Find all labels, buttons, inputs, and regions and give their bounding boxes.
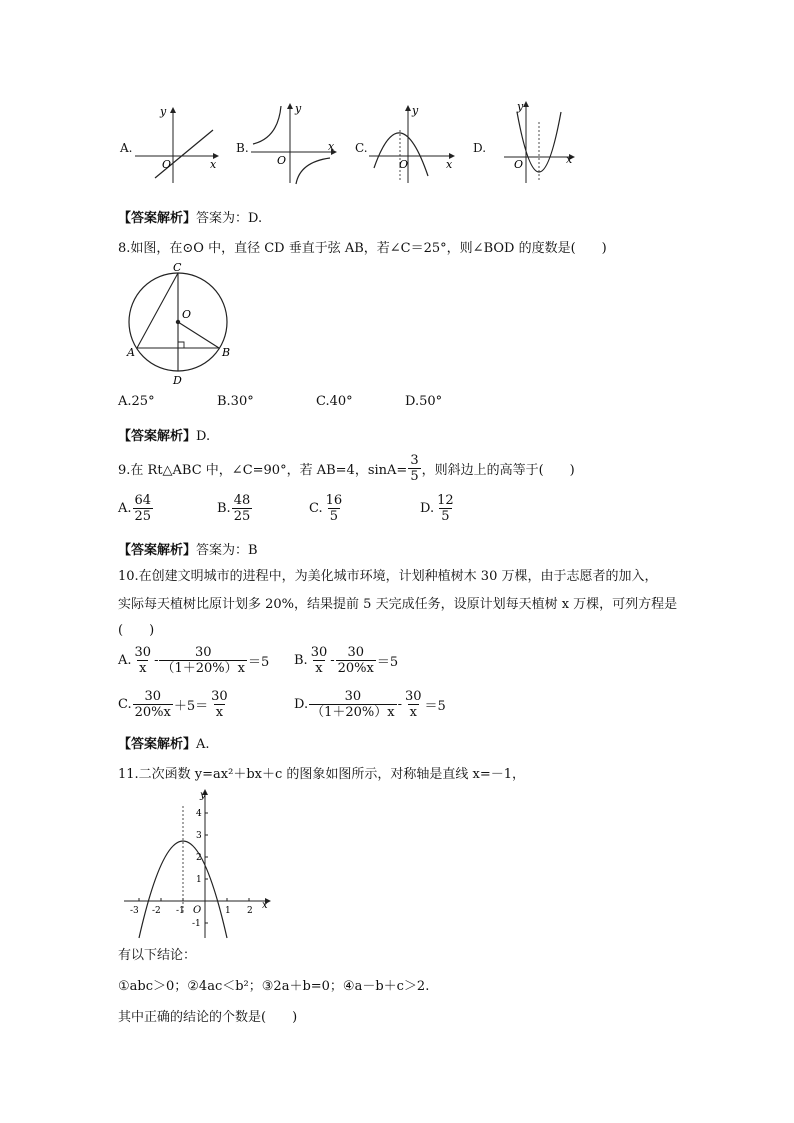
answer-text: 答案为：B bbox=[196, 543, 258, 558]
q8-label-d: D bbox=[173, 374, 182, 387]
answer-tag: 【答案解析】 bbox=[118, 429, 197, 444]
operator: - bbox=[154, 653, 159, 668]
q7-d-origin: O bbox=[514, 158, 524, 171]
q7-b-axis-y: y bbox=[295, 102, 302, 115]
q8-option-a: A.25° bbox=[118, 394, 155, 409]
option-label: D. bbox=[420, 501, 435, 516]
q7-c-axis-y: y bbox=[412, 104, 419, 117]
option-fraction-2 bbox=[159, 645, 247, 676]
q10-stem-line3: ( ) bbox=[118, 623, 155, 638]
option-fraction-2 bbox=[209, 689, 230, 720]
q7-graph-a bbox=[130, 100, 225, 185]
q8-label-b: B bbox=[222, 346, 231, 359]
q11-xtick: -3 bbox=[130, 906, 139, 916]
fraction-numerator: 30 bbox=[310, 645, 328, 660]
q9-option-b bbox=[217, 493, 253, 524]
fraction-numerator: 30 bbox=[405, 689, 422, 704]
option-label: B. bbox=[294, 653, 308, 668]
fraction-numerator: 16 bbox=[325, 493, 343, 508]
q11-conclusions: ①abc＞0；②4ac＜b²；③2a＋b=0；④a－b＋c＞2. bbox=[118, 979, 430, 994]
option-fraction bbox=[324, 493, 345, 524]
q9-stem-pre: 9.在 Rt△ABC 中，∠C=90°，若 AB=4，sinA= bbox=[118, 463, 408, 478]
q8-label-o: O bbox=[182, 308, 192, 321]
q8-circle-diagram bbox=[120, 258, 245, 388]
q7-d-axis-y: y bbox=[517, 100, 524, 113]
q9-option-a bbox=[118, 493, 154, 524]
q11-xtick: -1 bbox=[176, 906, 185, 916]
option-fraction-2 bbox=[336, 645, 376, 676]
equation-rhs: ＝5 bbox=[424, 699, 446, 714]
equation-rhs: ＝5 bbox=[376, 655, 399, 670]
q11-ytick: 1 bbox=[196, 875, 202, 885]
operator: ＋5＝ bbox=[173, 699, 209, 714]
operator: - bbox=[330, 653, 335, 668]
fraction-numerator: 30 bbox=[211, 689, 228, 704]
q7-c-origin: O bbox=[399, 158, 409, 171]
q9-option-c bbox=[309, 493, 345, 524]
q7-b-axis-x: x bbox=[328, 140, 335, 153]
option-fraction bbox=[232, 493, 253, 524]
fraction-denominator: （1＋20%）x bbox=[161, 661, 245, 676]
q7-a-axis-y: y bbox=[160, 105, 167, 118]
option-fraction-1 bbox=[309, 645, 330, 676]
q9-answer bbox=[118, 539, 258, 558]
q8-option-c: C.40° bbox=[316, 394, 353, 409]
fraction-denominator: 25 bbox=[233, 509, 251, 524]
q10-stem-line1: 10.在创建文明城市的进程中，为美化城市环境，计划种植树木 30 万棵，由于志愿者的加入， bbox=[118, 569, 658, 584]
fraction-numerator: 30 bbox=[134, 645, 152, 660]
fraction-numerator: 30 bbox=[194, 645, 212, 660]
q10-option-d bbox=[294, 689, 446, 720]
q11-xtick: 2 bbox=[247, 906, 253, 916]
q11-axis-x: x bbox=[262, 900, 268, 911]
q8-answer bbox=[118, 425, 210, 444]
fraction-numerator: 3 bbox=[410, 453, 419, 468]
fraction-denominator: 5 bbox=[441, 509, 450, 524]
option-label: C. bbox=[309, 501, 323, 516]
q11-xtick: 1 bbox=[225, 906, 231, 916]
q10-option-a bbox=[118, 645, 269, 676]
option-label: A. bbox=[118, 653, 132, 668]
fraction-numerator: 30 bbox=[144, 689, 162, 704]
q7-graph-b bbox=[248, 100, 343, 185]
fraction-denominator: 20%x bbox=[134, 705, 171, 720]
option-label: C. bbox=[118, 697, 132, 712]
fraction-numerator: 30 bbox=[344, 689, 362, 704]
q7-c-axis-x: x bbox=[446, 158, 453, 171]
q11-parabola-graph bbox=[120, 786, 280, 941]
answer-tag: 【答案解析】 bbox=[118, 737, 197, 752]
q11-ytick: 2 bbox=[196, 853, 202, 863]
q7-answer bbox=[118, 207, 262, 226]
option-fraction bbox=[435, 493, 456, 524]
q8-option-b: B.30° bbox=[217, 394, 254, 409]
option-fraction-1 bbox=[133, 645, 154, 676]
q11-ytick: 4 bbox=[196, 809, 202, 819]
q11-question: 其中正确的结论的个数是( ) bbox=[118, 1010, 298, 1025]
fraction-numerator: 30 bbox=[347, 645, 365, 660]
q11-ytick: 3 bbox=[196, 831, 202, 841]
q8-label-c: C bbox=[173, 261, 182, 274]
fraction-denominator: 25 bbox=[134, 509, 152, 524]
q7-graph-c bbox=[366, 100, 461, 185]
q8-option-d: D.50° bbox=[405, 394, 443, 409]
option-fraction-1 bbox=[133, 689, 173, 720]
option-fraction-2 bbox=[403, 689, 424, 720]
q11-ytick: -1 bbox=[192, 919, 201, 929]
q8-label-a: A bbox=[127, 346, 135, 359]
q10-option-b bbox=[294, 645, 398, 676]
fraction-denominator: x bbox=[139, 661, 147, 676]
q7-a-origin: O bbox=[162, 158, 172, 171]
q9-option-d bbox=[420, 493, 457, 524]
q7-b-origin: O bbox=[277, 154, 287, 167]
answer-tag: 【答案解析】 bbox=[118, 543, 197, 558]
fraction-numerator: 64 bbox=[134, 493, 152, 508]
q9-stem-post: ，则斜边上的高等于( ) bbox=[421, 463, 575, 478]
answer-text: D. bbox=[196, 429, 211, 444]
answer-tag: 【答案解析】 bbox=[118, 211, 197, 226]
q7-option-a-label: A. bbox=[120, 141, 133, 155]
option-fraction bbox=[133, 493, 154, 524]
fraction-denominator: x bbox=[215, 705, 224, 720]
fraction-denominator: x bbox=[315, 661, 323, 676]
fraction-denominator: （1＋20%）x bbox=[311, 705, 395, 720]
fraction-denominator: 20%x bbox=[337, 661, 374, 676]
q11-origin: O bbox=[193, 905, 202, 916]
fraction-denominator: 5 bbox=[329, 509, 339, 524]
option-label: A. bbox=[118, 501, 132, 516]
q11-axis-y: y bbox=[200, 790, 206, 801]
answer-text: 答案为：D. bbox=[196, 211, 263, 226]
option-fraction-1 bbox=[309, 689, 397, 720]
q10-option-c bbox=[118, 689, 231, 720]
q7-option-c-label: C. bbox=[355, 141, 368, 155]
fraction-denominator: 5 bbox=[410, 469, 419, 484]
q9-stem bbox=[118, 453, 575, 484]
q7-d-axis-x: x bbox=[566, 153, 573, 166]
q7-graph-d bbox=[486, 100, 581, 185]
option-label: D. bbox=[294, 697, 309, 712]
operator: - bbox=[397, 697, 402, 712]
q8-stem: 8.如图，在⊙O 中，直径 CD 垂直于弦 AB，若∠C＝25°，则∠BOD 的度数是( ) bbox=[118, 241, 607, 256]
q9-sin-fraction bbox=[408, 453, 420, 484]
answer-text: A. bbox=[196, 737, 210, 752]
fraction-numerator: 48 bbox=[233, 493, 251, 508]
option-label: B. bbox=[217, 501, 231, 516]
q10-answer bbox=[118, 733, 210, 752]
q11-xtick: -2 bbox=[152, 906, 161, 916]
equation-rhs: ＝5 bbox=[247, 655, 270, 670]
q11-stem: 11.二次函数 y=ax²＋bx＋c 的图象如图所示，对称轴是直线 x=－1， bbox=[118, 767, 526, 782]
q7-option-b-label: B. bbox=[236, 141, 249, 155]
q10-stem-line2: 实际每天植树比原计划多 20%，结果提前 5 天完成任务，设原计划每天植树 x 万棵，可列方程是 bbox=[118, 597, 678, 612]
q7-a-axis-x: x bbox=[210, 158, 217, 171]
fraction-denominator: x bbox=[409, 705, 417, 720]
q11-conclusion-intro: 有以下结论： bbox=[118, 948, 197, 963]
fraction-numerator: 12 bbox=[437, 493, 454, 508]
q7-option-d-label: D. bbox=[473, 141, 487, 155]
